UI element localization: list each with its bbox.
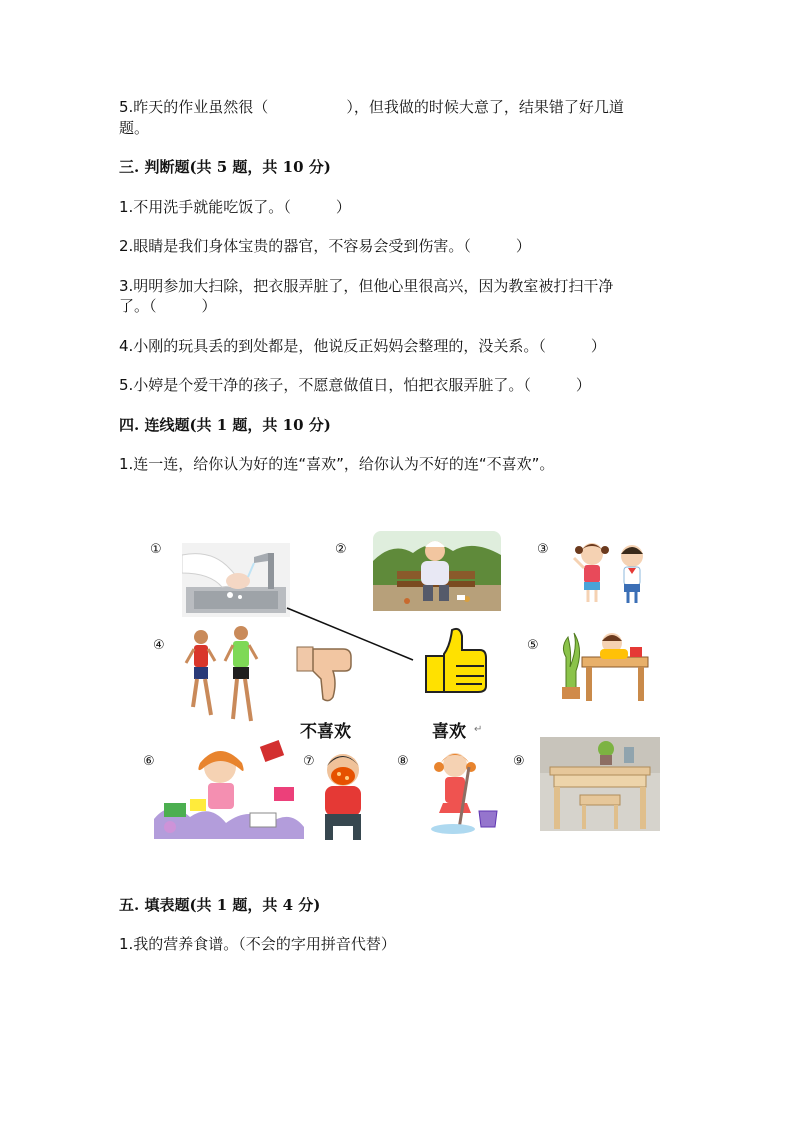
judge-question-3: 3.明明参加大扫除，把衣服弄脏了，但他心里很高兴，因为教室被打扫干净	[119, 277, 614, 295]
thumbs-up-icon	[422, 626, 488, 696]
return-mark-icon: ↵	[474, 724, 483, 735]
section3-heading: 三. 判断题(共 5 题，共 10 分)	[119, 158, 331, 176]
label-9: ⑨	[513, 754, 525, 769]
judge-question-3-cont: 了。（ ）	[119, 297, 217, 315]
section5-heading: 五. 填表题(共 1 题，共 4 分)	[119, 896, 321, 914]
tidy-desk-image	[540, 737, 660, 831]
judge-question-5: 5.小婷是个爱干净的孩子，不愿意做值日，怕把衣服弄脏了。（ ）	[119, 376, 591, 394]
table-question-1: 1.我的营养食谱。（不会的字用拼音代替）	[119, 935, 396, 953]
dislike-label: 不喜欢	[300, 722, 351, 742]
label-5: ⑤	[527, 638, 539, 653]
fill-question-5-text-a: 5.昨天的作业虽然很（	[119, 98, 269, 116]
littering-man-image	[373, 531, 501, 611]
fill-question-5-text-b: ），但我做的时候大意了，结果错了好几道	[346, 98, 624, 116]
runners-image	[183, 623, 263, 729]
fill-question-5-cont: 题。	[119, 119, 150, 137]
judge-question-1: 1.不用洗手就能吃饭了。（ ）	[119, 198, 351, 216]
handwashing-image	[182, 543, 290, 617]
sleeping-child-image	[556, 627, 652, 703]
messy-room-girl-image	[150, 739, 306, 839]
label-3: ③	[537, 542, 549, 557]
label-6: ⑥	[143, 754, 155, 769]
judge-question-2: 2.眼睛是我们身体宝贵的器官，不容易会受到伤害。（ ）	[119, 237, 531, 255]
children-image	[570, 538, 654, 606]
boy-eating-image	[315, 744, 371, 842]
judge-question-4: 4.小刚的玩具丢的到处都是，他说反正妈妈会整理的，没关系。（ ）	[119, 337, 606, 355]
like-label: 喜欢	[432, 722, 466, 742]
girl-mopping-image	[429, 747, 503, 835]
matching-question-1: 1.连一连，给你认为好的连“喜欢”，给你认为不好的连“不喜欢”。	[119, 455, 555, 473]
label-8: ⑧	[397, 754, 409, 769]
section4-heading: 四. 连线题(共 1 题，共 10 分)	[119, 416, 331, 434]
label-2: ②	[335, 542, 347, 557]
match-line[interactable]	[285, 606, 417, 664]
label-7: ⑦	[303, 754, 315, 769]
label-1: ①	[150, 542, 162, 557]
label-4: ④	[153, 638, 165, 653]
